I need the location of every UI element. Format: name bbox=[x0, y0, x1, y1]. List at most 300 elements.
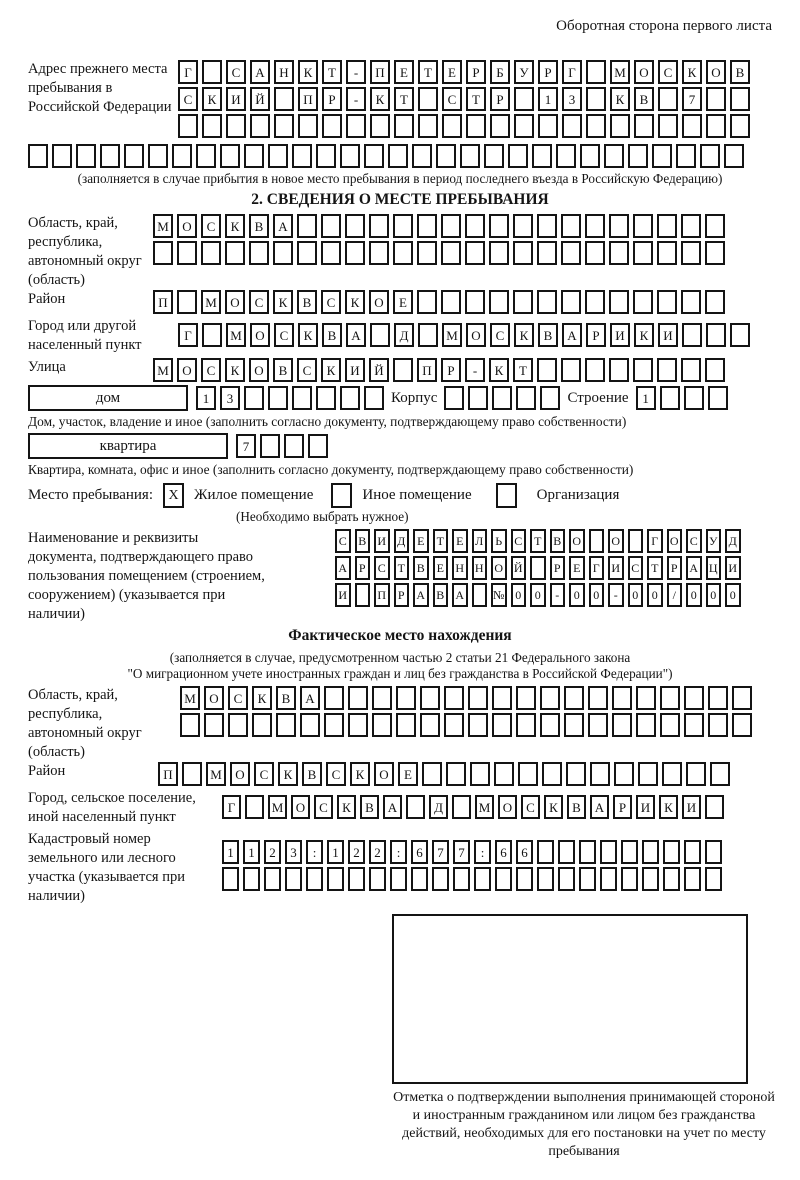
char-cell bbox=[705, 840, 722, 864]
region-label: Область, край, республика, автономный округ (область) bbox=[28, 215, 142, 288]
char-cell bbox=[686, 762, 706, 786]
cell-row-korpus bbox=[444, 386, 560, 410]
char-cell bbox=[540, 686, 560, 710]
char-cell bbox=[542, 762, 562, 786]
char-cell bbox=[340, 144, 360, 168]
char-cell bbox=[705, 214, 725, 238]
cell-row-document-2 bbox=[335, 556, 741, 580]
char-cell bbox=[614, 762, 634, 786]
char-cell bbox=[285, 867, 302, 891]
char-cell bbox=[636, 686, 656, 710]
prev-address-cells bbox=[178, 60, 750, 141]
char-cell bbox=[588, 713, 608, 737]
char-cell bbox=[489, 290, 509, 314]
char-cell: Р bbox=[613, 795, 632, 819]
cell-row-actual-region-2 bbox=[180, 713, 752, 737]
char-cell: А bbox=[590, 795, 609, 819]
char-cell: Т bbox=[418, 60, 438, 84]
char-cell: - bbox=[608, 583, 624, 607]
prev-address-label: Адрес прежнего места пребывания в Российской Федерации bbox=[28, 61, 172, 115]
stay-type-row bbox=[28, 482, 772, 509]
char-cell bbox=[243, 867, 260, 891]
char-cell bbox=[196, 144, 216, 168]
char-cell bbox=[178, 114, 198, 138]
char-cell bbox=[586, 60, 606, 84]
char-cell: Р bbox=[550, 556, 566, 580]
char-cell: И bbox=[682, 795, 701, 819]
char-cell bbox=[492, 686, 512, 710]
char-cell bbox=[442, 114, 462, 138]
char-cell: О bbox=[491, 556, 507, 580]
char-cell: П bbox=[417, 358, 437, 382]
char-cell bbox=[441, 290, 461, 314]
char-cell: В bbox=[360, 795, 379, 819]
stay-type-label: Место пребывания: bbox=[28, 487, 153, 503]
char-cell: Е bbox=[398, 762, 418, 786]
char-cell bbox=[420, 686, 440, 710]
char-cell bbox=[182, 762, 202, 786]
stamp-caption: Отметка о подтверждении выполнения принимающей стороной и иностранным гражданином или лицом без гражданства действий, необходимых для его постановки на учет по месту пребывания bbox=[393, 1090, 775, 1159]
char-cell bbox=[642, 840, 659, 864]
char-cell: П bbox=[158, 762, 178, 786]
char-cell: У bbox=[514, 60, 534, 84]
char-cell: Г bbox=[589, 556, 605, 580]
char-cell: К bbox=[225, 358, 245, 382]
char-cell bbox=[633, 290, 653, 314]
char-cell: 1 bbox=[636, 386, 656, 410]
char-cell bbox=[580, 144, 600, 168]
char-cell: С bbox=[321, 290, 341, 314]
char-cell: Г bbox=[562, 60, 582, 84]
house-row bbox=[28, 385, 772, 411]
checkbox-organization bbox=[496, 483, 517, 508]
char-cell bbox=[516, 386, 536, 410]
char-cell: А bbox=[383, 795, 402, 819]
char-cell bbox=[609, 241, 629, 265]
char-cell: К bbox=[202, 87, 222, 111]
char-cell: Т bbox=[322, 60, 342, 84]
char-cell: О bbox=[667, 529, 683, 553]
city-block bbox=[28, 317, 772, 355]
char-cell: Е bbox=[394, 60, 414, 84]
char-cell: Д bbox=[429, 795, 448, 819]
prev-address-note: (заполняется в случае прибытия в новое место пребывания в период последнего въезда в Российскую Федерацию) bbox=[77, 171, 723, 186]
char-cell bbox=[540, 386, 560, 410]
char-cell bbox=[474, 867, 491, 891]
char-cell bbox=[609, 358, 629, 382]
char-cell: Б bbox=[490, 60, 510, 84]
char-cell: И bbox=[610, 323, 630, 347]
char-cell bbox=[621, 840, 638, 864]
char-cell: С bbox=[442, 87, 462, 111]
char-cell bbox=[355, 583, 371, 607]
char-cell bbox=[537, 358, 557, 382]
char-cell bbox=[516, 686, 536, 710]
char-cell bbox=[633, 214, 653, 238]
char-cell: С bbox=[297, 358, 317, 382]
char-cell: 0 bbox=[511, 583, 527, 607]
char-cell: В bbox=[730, 60, 750, 84]
char-cell bbox=[420, 713, 440, 737]
char-cell bbox=[700, 144, 720, 168]
char-cell bbox=[468, 386, 488, 410]
char-cell: Е bbox=[433, 556, 449, 580]
char-cell bbox=[706, 114, 726, 138]
char-cell: В bbox=[634, 87, 654, 111]
char-cell: А bbox=[250, 60, 270, 84]
char-cell bbox=[324, 713, 344, 737]
char-cell: 0 bbox=[706, 583, 722, 607]
char-cell bbox=[249, 241, 269, 265]
char-cell bbox=[100, 144, 120, 168]
stroenie-label: Строение bbox=[567, 389, 629, 406]
char-cell bbox=[348, 686, 368, 710]
char-cell bbox=[340, 386, 360, 410]
char-cell bbox=[244, 144, 264, 168]
char-cell: С bbox=[511, 529, 527, 553]
char-cell bbox=[628, 529, 644, 553]
char-cell bbox=[516, 867, 533, 891]
cell-row-house bbox=[196, 386, 384, 410]
char-cell bbox=[492, 713, 512, 737]
char-cell: Т bbox=[530, 529, 546, 553]
char-cell: 6 bbox=[516, 840, 533, 864]
district-block bbox=[28, 290, 772, 317]
char-cell: 1 bbox=[222, 840, 239, 864]
char-cell: К bbox=[321, 358, 341, 382]
char-cell bbox=[663, 867, 680, 891]
char-cell bbox=[638, 762, 658, 786]
stamp-box bbox=[392, 914, 748, 1084]
char-cell: Р bbox=[355, 556, 371, 580]
char-cell bbox=[264, 867, 281, 891]
char-cell bbox=[514, 87, 534, 111]
char-cell bbox=[660, 713, 680, 737]
char-cell: О bbox=[225, 290, 245, 314]
char-cell: К bbox=[514, 323, 534, 347]
char-cell bbox=[297, 214, 317, 238]
char-cell bbox=[284, 434, 304, 458]
char-cell bbox=[660, 686, 680, 710]
char-cell: А bbox=[300, 686, 320, 710]
char-cell bbox=[444, 713, 464, 737]
char-cell bbox=[705, 241, 725, 265]
char-cell: М bbox=[442, 323, 462, 347]
char-cell bbox=[417, 290, 437, 314]
char-cell: В bbox=[413, 556, 429, 580]
char-cell bbox=[394, 114, 414, 138]
char-cell: О bbox=[706, 60, 726, 84]
char-cell: : bbox=[390, 840, 407, 864]
char-cell bbox=[705, 290, 725, 314]
char-cell: Й bbox=[250, 87, 270, 111]
char-cell: Н bbox=[452, 556, 468, 580]
char-cell bbox=[657, 214, 677, 238]
char-cell bbox=[316, 144, 336, 168]
char-cell: - bbox=[346, 87, 366, 111]
char-cell: Р bbox=[490, 87, 510, 111]
char-cell bbox=[466, 114, 486, 138]
char-cell bbox=[705, 358, 725, 382]
korpus-label: Корпус bbox=[391, 389, 438, 406]
char-cell bbox=[148, 144, 168, 168]
char-cell: И bbox=[226, 87, 246, 111]
char-cell: К bbox=[610, 87, 630, 111]
char-cell bbox=[634, 114, 654, 138]
char-cell bbox=[322, 114, 342, 138]
cell-row-document-1 bbox=[335, 529, 741, 553]
house-caption: Дом, участок, владение и иное (заполнить согласно документу, подтверждающему право собственности) bbox=[28, 414, 627, 429]
char-cell bbox=[276, 713, 296, 737]
char-cell: 7 bbox=[236, 434, 256, 458]
char-cell: И bbox=[345, 358, 365, 382]
char-cell: И bbox=[608, 556, 624, 580]
char-cell bbox=[556, 144, 576, 168]
char-cell: П bbox=[298, 87, 318, 111]
char-cell: Р bbox=[538, 60, 558, 84]
char-cell bbox=[621, 867, 638, 891]
char-cell: Г bbox=[222, 795, 241, 819]
char-cell: Т bbox=[513, 358, 533, 382]
actual-district-block bbox=[28, 762, 772, 789]
char-cell bbox=[609, 290, 629, 314]
char-cell bbox=[514, 114, 534, 138]
char-cell: К bbox=[634, 323, 654, 347]
cell-row-actual-region-1 bbox=[180, 686, 752, 710]
char-cell bbox=[730, 323, 750, 347]
char-cell bbox=[370, 114, 390, 138]
char-cell bbox=[372, 713, 392, 737]
char-cell: О bbox=[498, 795, 517, 819]
char-cell bbox=[220, 144, 240, 168]
char-cell bbox=[609, 214, 629, 238]
char-cell: К bbox=[345, 290, 365, 314]
char-cell bbox=[177, 290, 197, 314]
char-cell bbox=[274, 87, 294, 111]
char-cell bbox=[684, 386, 704, 410]
char-cell bbox=[274, 114, 294, 138]
char-cell bbox=[202, 60, 222, 84]
char-cell bbox=[369, 241, 389, 265]
actual-city-label: Город, сельское поселение, иной населенный пункт bbox=[28, 790, 196, 825]
char-cell bbox=[298, 114, 318, 138]
checkbox-residential: X bbox=[163, 483, 184, 508]
cell-row-prev-4 bbox=[28, 144, 772, 168]
char-cell bbox=[579, 840, 596, 864]
char-cell: О bbox=[204, 686, 224, 710]
char-cell bbox=[676, 144, 696, 168]
char-cell bbox=[663, 840, 680, 864]
char-cell: 1 bbox=[327, 840, 344, 864]
char-cell: : bbox=[306, 840, 323, 864]
char-cell bbox=[558, 840, 575, 864]
char-cell: К bbox=[337, 795, 356, 819]
char-cell: О bbox=[249, 358, 269, 382]
char-cell: К bbox=[252, 686, 272, 710]
char-cell bbox=[252, 713, 272, 737]
cell-row-region-1 bbox=[153, 214, 725, 238]
actual-region-block bbox=[28, 686, 772, 762]
char-cell bbox=[561, 214, 581, 238]
char-cell bbox=[177, 241, 197, 265]
char-cell: С bbox=[254, 762, 274, 786]
char-cell: В bbox=[302, 762, 322, 786]
char-cell bbox=[566, 762, 586, 786]
char-cell: К bbox=[682, 60, 702, 84]
char-cell bbox=[537, 290, 557, 314]
char-cell bbox=[495, 867, 512, 891]
char-cell bbox=[532, 144, 552, 168]
char-cell: Т bbox=[433, 529, 449, 553]
char-cell bbox=[518, 762, 538, 786]
char-cell bbox=[658, 87, 678, 111]
char-cell: 7 bbox=[432, 840, 449, 864]
actual-location-heading: Фактическое место нахождения bbox=[288, 627, 512, 644]
char-cell: О bbox=[466, 323, 486, 347]
char-cell bbox=[417, 241, 437, 265]
char-cell: С bbox=[201, 214, 221, 238]
char-cell bbox=[516, 713, 536, 737]
char-cell bbox=[348, 867, 365, 891]
char-cell bbox=[28, 144, 48, 168]
char-cell: 6 bbox=[495, 840, 512, 864]
document-label: Наименование и реквизиты документа, подтверждающего право пользования помещением (строением, сооружением) (указывается при наличии) bbox=[28, 530, 265, 622]
char-cell: О bbox=[374, 762, 394, 786]
char-cell bbox=[561, 358, 581, 382]
char-cell bbox=[201, 241, 221, 265]
char-cell: 0 bbox=[530, 583, 546, 607]
char-cell: К bbox=[544, 795, 563, 819]
char-cell: : bbox=[474, 840, 491, 864]
char-cell: Е bbox=[413, 529, 429, 553]
char-cell: 6 bbox=[411, 840, 428, 864]
char-cell: Й bbox=[511, 556, 527, 580]
char-cell: - bbox=[465, 358, 485, 382]
cell-row-apartment bbox=[236, 434, 328, 458]
char-cell bbox=[490, 114, 510, 138]
char-cell bbox=[460, 144, 480, 168]
char-cell bbox=[390, 867, 407, 891]
page-title: Оборотная сторона первого листа bbox=[556, 18, 772, 34]
cell-row-prev-2 bbox=[178, 87, 750, 111]
char-cell: А bbox=[273, 214, 293, 238]
char-cell: В bbox=[273, 358, 293, 382]
district-label: Район bbox=[28, 291, 66, 307]
char-cell: Р bbox=[667, 556, 683, 580]
cell-row-street bbox=[153, 358, 725, 382]
char-cell bbox=[324, 686, 344, 710]
char-cell: Е bbox=[569, 556, 585, 580]
char-cell: М bbox=[610, 60, 630, 84]
char-cell bbox=[465, 241, 485, 265]
option-other-premises-label: Иное помещение bbox=[362, 487, 472, 503]
char-cell: Г bbox=[178, 323, 198, 347]
char-cell bbox=[441, 241, 461, 265]
char-cell bbox=[393, 241, 413, 265]
char-cell bbox=[268, 144, 288, 168]
char-cell bbox=[180, 713, 200, 737]
char-cell bbox=[681, 290, 701, 314]
char-cell bbox=[472, 583, 488, 607]
char-cell: С bbox=[521, 795, 540, 819]
char-cell: И bbox=[725, 556, 741, 580]
char-cell bbox=[225, 241, 245, 265]
char-cell bbox=[684, 867, 701, 891]
char-cell bbox=[604, 144, 624, 168]
char-cell: Р bbox=[586, 323, 606, 347]
cadastral-label: Кадастровый номер земельного или лесного участка (указывается при наличии) bbox=[28, 831, 185, 904]
char-cell bbox=[364, 386, 384, 410]
char-cell: 0 bbox=[628, 583, 644, 607]
cell-row-actual-district bbox=[158, 762, 730, 786]
char-cell bbox=[585, 290, 605, 314]
char-cell: А bbox=[562, 323, 582, 347]
char-cell bbox=[393, 358, 413, 382]
char-cell bbox=[590, 762, 610, 786]
checkbox-other-premises bbox=[331, 483, 352, 508]
document-cells bbox=[335, 529, 741, 610]
char-cell: Т bbox=[394, 556, 410, 580]
char-cell bbox=[586, 114, 606, 138]
char-cell bbox=[369, 214, 389, 238]
cell-row-cadastral-1 bbox=[222, 840, 722, 864]
char-cell bbox=[348, 713, 368, 737]
char-cell bbox=[657, 290, 677, 314]
char-cell bbox=[705, 795, 724, 819]
char-cell: Т bbox=[394, 87, 414, 111]
char-cell: М bbox=[153, 214, 173, 238]
cadastral-block bbox=[28, 830, 772, 906]
char-cell: Л bbox=[472, 529, 488, 553]
char-cell: О bbox=[369, 290, 389, 314]
char-cell bbox=[444, 686, 464, 710]
char-cell bbox=[600, 867, 617, 891]
char-cell: 3 bbox=[220, 386, 240, 410]
char-cell bbox=[124, 144, 144, 168]
char-cell: О bbox=[250, 323, 270, 347]
char-cell: О bbox=[569, 529, 585, 553]
char-cell: А bbox=[413, 583, 429, 607]
char-cell: 1 bbox=[243, 840, 260, 864]
char-cell bbox=[508, 144, 528, 168]
char-cell: - bbox=[346, 60, 366, 84]
char-cell bbox=[585, 241, 605, 265]
char-cell: - bbox=[550, 583, 566, 607]
char-cell: О bbox=[634, 60, 654, 84]
char-cell bbox=[468, 713, 488, 737]
char-cell bbox=[406, 795, 425, 819]
stamp-area bbox=[374, 914, 794, 1161]
cell-row-district bbox=[153, 290, 725, 314]
char-cell bbox=[492, 386, 512, 410]
char-cell: 0 bbox=[686, 583, 702, 607]
char-cell: Д bbox=[394, 323, 414, 347]
char-cell bbox=[657, 241, 677, 265]
char-cell bbox=[564, 713, 584, 737]
char-cell: И bbox=[658, 323, 678, 347]
char-cell bbox=[202, 323, 222, 347]
char-cell bbox=[564, 686, 584, 710]
char-cell bbox=[540, 713, 560, 737]
char-cell bbox=[537, 867, 554, 891]
char-cell: К bbox=[350, 762, 370, 786]
char-cell bbox=[432, 867, 449, 891]
char-cell bbox=[172, 144, 192, 168]
char-cell: П bbox=[370, 60, 390, 84]
char-cell bbox=[372, 686, 392, 710]
char-cell bbox=[393, 214, 413, 238]
char-cell: М bbox=[153, 358, 173, 382]
